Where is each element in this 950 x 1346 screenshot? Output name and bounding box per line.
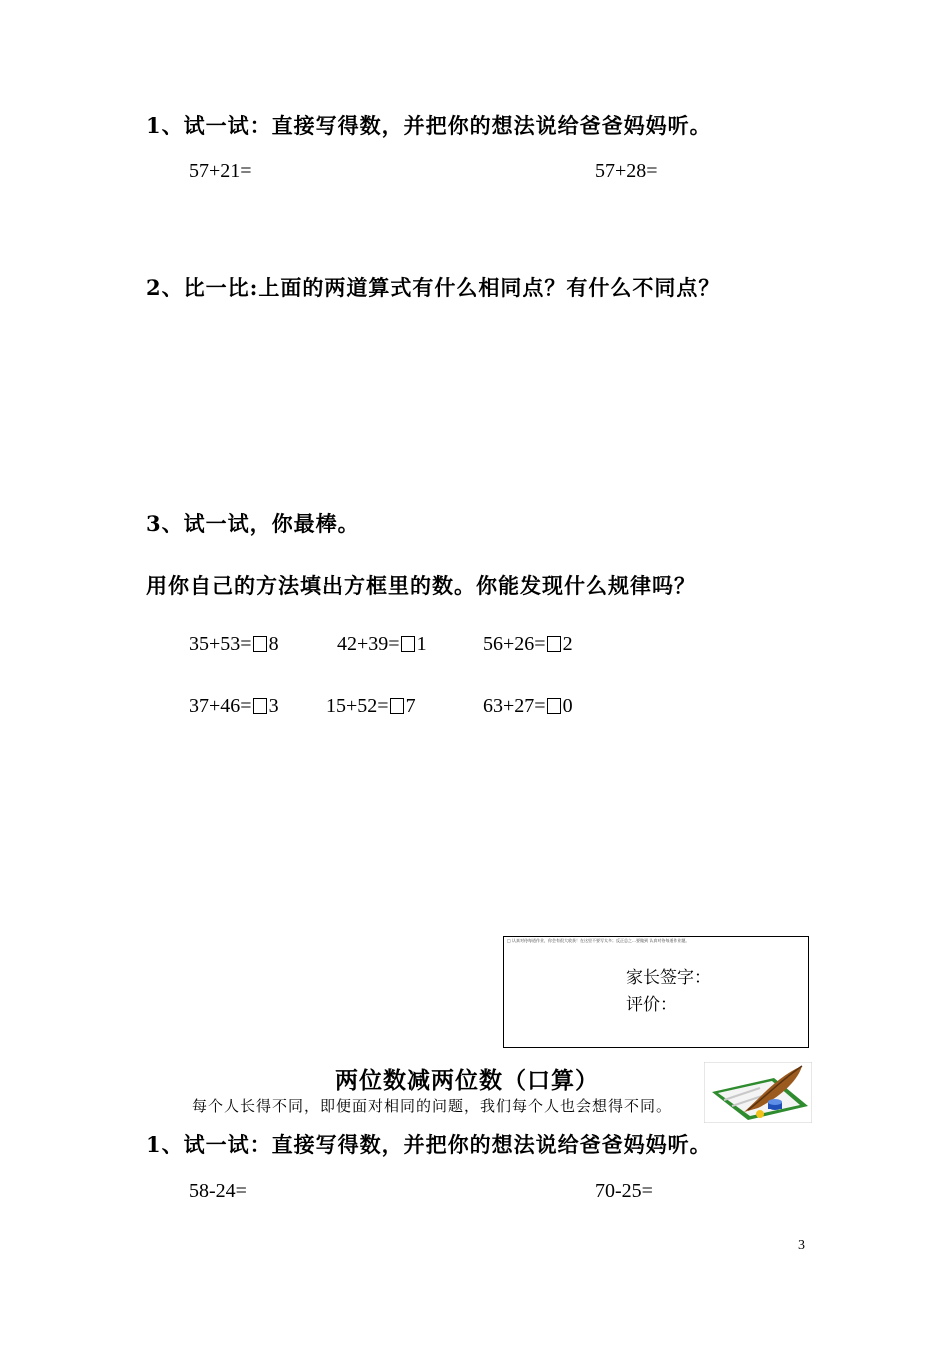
box-fine-print: □ 认真对待每道作业，你会有很大收获！在这里不要写太多；反正总之…要做到 认真对待每道作业题。: [507, 938, 690, 943]
puzzle-expression: 15+52= 7: [326, 695, 416, 717]
parent-signature-label: 家长签字：: [626, 968, 711, 988]
answer-box[interactable]: [253, 636, 267, 652]
answer-box[interactable]: [390, 698, 404, 714]
section-title: 两位数减两位数（口算）: [335, 1067, 599, 1094]
expression-70-minus-25: 70-25=: [595, 1180, 653, 1202]
quill-ink-icon: [704, 1062, 812, 1123]
motto-text: 每个人长得不同，即便面对相同的问题，我们每个人也会想得不同。: [192, 1097, 673, 1115]
section2-question-1-heading: 1、试一试：直接写得数，并把你的想法说给爸爸妈妈听。: [146, 1132, 712, 1157]
expression-57-plus-28: 57+28=: [595, 160, 658, 182]
parent-signature-box: [503, 936, 809, 1048]
question-2-heading: 2、比一比:上面的两道算式有什么相同点？有什么不同点？: [146, 275, 721, 300]
answer-box[interactable]: [253, 698, 267, 714]
answer-box[interactable]: [401, 636, 415, 652]
puzzle-expression: 56+26= 2: [483, 633, 573, 655]
question-3-heading: 3、试一试，你最棒。: [146, 511, 360, 536]
page-number: 3: [798, 1238, 805, 1253]
puzzle-expression: 37+46= 3: [189, 695, 279, 717]
puzzle-expression: 35+53= 8: [189, 633, 279, 655]
question-3-instruction: 用你自己的方法填出方框里的数。你能发现什么规律吗？: [146, 573, 696, 598]
answer-box[interactable]: [547, 698, 561, 714]
expression-57-plus-21: 57+21=: [189, 160, 252, 182]
question-1-heading: 1、试一试：直接写得数，并把你的想法说给爸爸妈妈听。: [146, 113, 712, 138]
evaluation-label: 评价：: [626, 995, 677, 1015]
quill-ink-illustration: [704, 1062, 812, 1123]
puzzle-expression: 42+39= 1: [337, 633, 427, 655]
puzzle-expression: 63+27= 0: [483, 695, 573, 717]
answer-box[interactable]: [547, 636, 561, 652]
expression-58-minus-24: 58-24=: [189, 1180, 247, 1202]
